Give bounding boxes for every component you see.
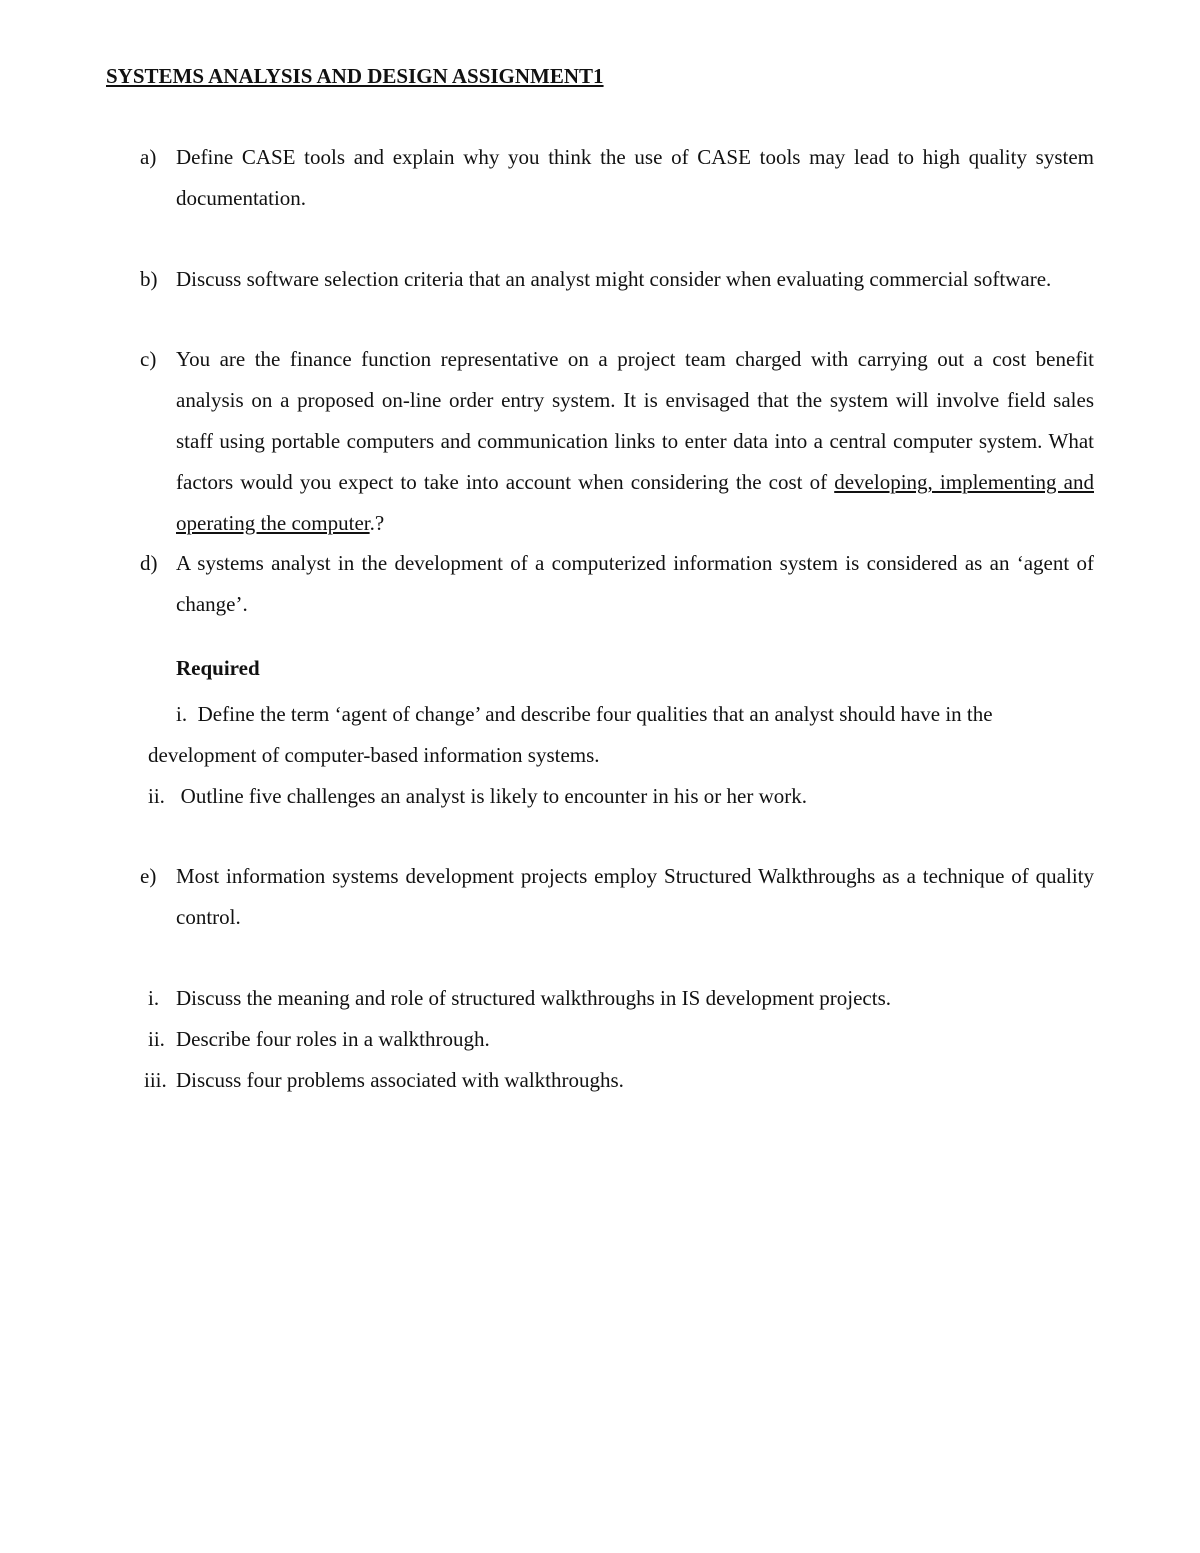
e-subitem-ii [148,1019,490,1060]
required-heading: Required [176,656,260,680]
question-c [140,339,1094,544]
d-subitem-i-continued [148,735,600,776]
subitem-text: Define the term ‘agent of change’ and describe four qualities that an analyst should have in the [197,702,993,726]
subitem-text: Discuss four problems associated with walkthroughs. [176,1068,624,1092]
question-text-end: .? [369,511,385,535]
question-text [176,339,1094,544]
question-label: d) [140,551,158,575]
question-label: e) [140,864,157,888]
subitem-text: development of computer-based information systems. [148,743,600,767]
question-label: a) [140,145,157,169]
question-label: c) [140,347,157,371]
question-text: A systems analyst in the development of a computerized information system is considered as an ‘agent of change’. [176,551,1094,616]
subitem-label: i. [176,702,188,726]
subitem-text: Outline five challenges an analyst is likely to encounter in his or her work. [180,784,808,808]
subitem-label: iii. [144,1068,167,1092]
subitem-label: ii. [148,784,165,808]
question-text: Discuss software selection criteria that an analyst might consider when evaluating commercial software. [176,267,1052,291]
question-text: Most information systems development projects employ Structured Walkthroughs as a technique of quality control. [176,864,1094,929]
subitem-label: i. [148,986,160,1010]
question-d [140,543,1094,625]
document-title: SYSTEMS ANALYSIS AND DESIGN ASSIGNMENT1 [106,64,604,88]
e-subitem-i [148,978,891,1019]
question-text: Define CASE tools and explain why you think the use of CASE tools may lead to high quality system documentation. [176,145,1094,210]
question-text-start: You are the finance function representative on a project team charged with carrying out a cost benefit analysis on a proposed on-line order entry system. It is envisaged that the system will involve field sales staff using portable computers and communication links to enter data into a central computer system. What factors would you expect to take into account when considering the cost of [176,347,1094,494]
question-label: b) [140,267,158,291]
question-a [140,137,1094,219]
subitem-text: Describe four roles in a walkthrough. [176,1027,490,1051]
question-e [140,856,1094,938]
underlined-phrase: developing, implementing and operating the computer [176,470,1094,535]
question-b [140,259,1094,300]
d-subitem-i [176,694,993,735]
subitem-text: Discuss the meaning and role of structured walkthroughs in IS development projects. [176,986,892,1010]
subitem-label: ii. [148,1027,165,1051]
d-subitem-ii [148,776,807,817]
e-subitem-iii [144,1060,624,1101]
